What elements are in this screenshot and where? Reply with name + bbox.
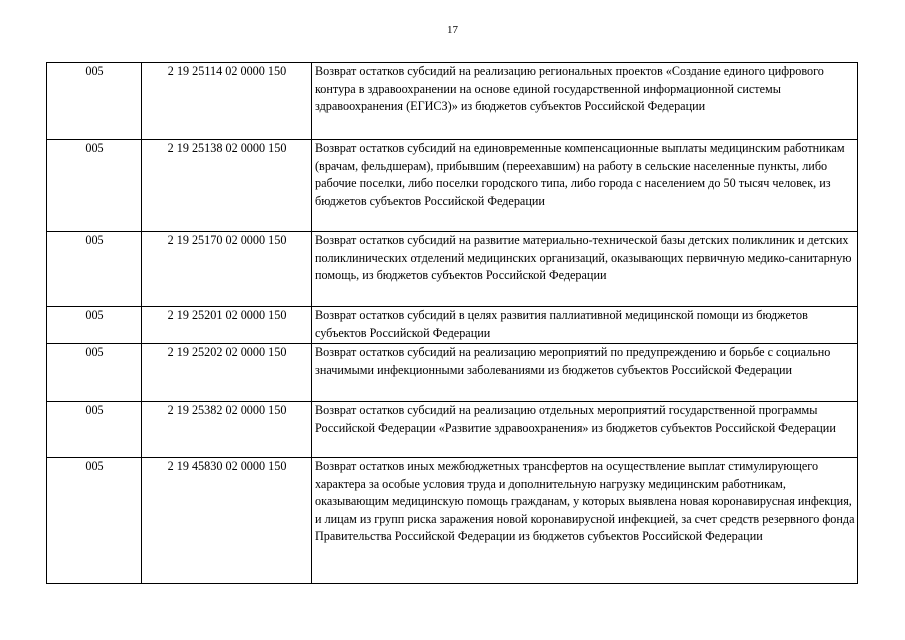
admin-code-cell: 005	[47, 458, 142, 584]
budget-code-cell: 2 19 25138 02 0000 150	[142, 140, 312, 232]
page-number: 17	[447, 24, 458, 36]
table-row	[47, 63, 858, 140]
table-row	[47, 402, 858, 458]
revenue-name-cell: Возврат остатков субсидий на единовременные компенсационные выплаты медицинским работникам (врачам, фельдшерам), прибывшим (переехавшим) на работу в сельские населенные пункты, либо рабочие поселки, либо поселки городского типа, либо города с населением до 50 тысяч человек, из бюджетов субъектов Российской Федерации	[312, 140, 858, 232]
revenue-name-cell: Возврат остатков субсидий на реализацию отдельных мероприятий государственной программы Российской Федерации «Развитие здравоохранения» из бюджетов субъектов Российской Федерации	[312, 402, 858, 458]
budget-code-cell: 2 19 25202 02 0000 150	[142, 344, 312, 402]
budget-code-cell: 2 19 25201 02 0000 150	[142, 307, 312, 344]
admin-code-cell: 005	[47, 402, 142, 458]
revenue-name-cell: Возврат остатков иных межбюджетных трансфертов на осуществление выплат стимулирующего характера за особые условия труда и дополнительную нагрузку медицинским работникам, оказывающим медицинскую помощь гражданам, у которых выявлена новая коронавирусная инфекция, и лицам из групп риска заражения новой коронавирусной инфекцией, за счет средств резервного фонда Правительства Российской Федерации из бюджетов субъектов Российской Федерации	[312, 458, 858, 584]
budget-code-cell: 2 19 25170 02 0000 150	[142, 232, 312, 307]
revenue-name-cell: Возврат остатков субсидий на реализацию мероприятий по предупреждению и борьбе с социально значимыми инфекционными заболеваниями из бюджетов субъектов Российской Федерации	[312, 344, 858, 402]
admin-code-cell: 005	[47, 307, 142, 344]
budget-code-cell: 2 19 45830 02 0000 150	[142, 458, 312, 584]
table-row	[47, 140, 858, 232]
revenue-name-cell: Возврат остатков субсидий на реализацию региональных проектов «Создание единого цифрового контура в здравоохранении на основе единой государственной информационной системы здравоохранения (ЕГИСЗ)» из бюджетов субъектов Российской Федерации	[312, 63, 858, 140]
budget-code-cell: 2 19 25114 02 0000 150	[142, 63, 312, 140]
revenue-name-cell: Возврат остатков субсидий в целях развития паллиативной медицинской помощи из бюджетов субъектов Российской Федерации	[312, 307, 858, 344]
table-row	[47, 344, 858, 402]
table-row	[47, 458, 858, 584]
admin-code-cell: 005	[47, 63, 142, 140]
budget-code-cell: 2 19 25382 02 0000 150	[142, 402, 312, 458]
table-row	[47, 232, 858, 307]
admin-code-cell: 005	[47, 140, 142, 232]
budget-classification-table	[46, 62, 858, 584]
table-row	[47, 307, 858, 344]
admin-code-cell: 005	[47, 232, 142, 307]
revenue-name-cell: Возврат остатков субсидий на развитие материально-технической базы детских поликлиник и детских поликлинических отделений медицинских организаций, оказывающих первичную медико-санитарную помощь, из бюджетов субъектов Российской Федерации	[312, 232, 858, 307]
admin-code-cell: 005	[47, 344, 142, 402]
